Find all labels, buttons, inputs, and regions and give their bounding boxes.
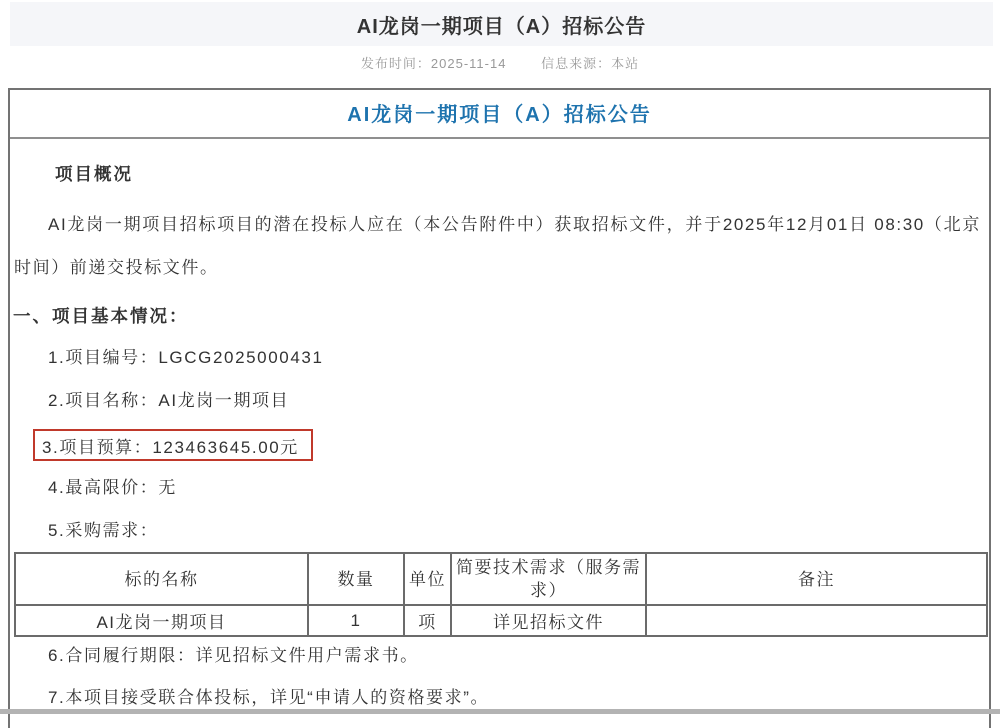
info-source (541, 53, 639, 72)
col-header-unit: 单位 (404, 553, 451, 605)
item-procurement-demand: 5.采购需求： (48, 521, 159, 540)
item-contract-period: 6.合同履行期限：详见招标文件用户需求书。 (48, 646, 419, 665)
item-max-price: 4.最高限价：无 (48, 478, 177, 497)
col-header-remark: 备注 (646, 553, 987, 605)
table-header-row (15, 553, 987, 605)
publish-time-value: 2025-11-14 (430, 56, 507, 71)
cell-remark (646, 605, 987, 636)
col-header-quantity: 数量 (308, 553, 404, 605)
item-consortium-bidding: 7.本项目接受联合体投标，详见“申请人的资格要求”。 (48, 688, 490, 707)
table-row (15, 605, 987, 636)
item-project-number: 1.项目编号：LGCG2025000431 (48, 348, 324, 367)
cell-subject-name: AI龙岗一期项目 (15, 605, 308, 636)
item-project-budget: 3.项目预算：123463645.00元 (42, 437, 299, 457)
section-heading-basic-info: 一、项目基本情况： (13, 306, 189, 326)
bottom-edge-strip (0, 709, 1000, 714)
publish-time (361, 53, 507, 72)
announcement-title: AI龙岗一期项目（A）招标公告 (347, 104, 652, 126)
info-source-label: 信息来源： (541, 56, 612, 71)
cell-unit: 项 (404, 605, 451, 636)
col-header-subject-name: 标的名称 (15, 553, 308, 605)
cell-tech-requirement: 详见招标文件 (451, 605, 646, 636)
page-title: AI龙岗一期项目（A）招标公告 (356, 15, 647, 38)
cell-quantity: 1 (308, 605, 404, 636)
procurement-table (14, 552, 988, 637)
announcement-box (8, 88, 991, 728)
title-divider (10, 137, 989, 139)
overview-paragraph: AI龙岗一期项目招标项目的潜在投标人应在（本公告附件中）获取招标文件，并于2025年12月01日 08:30（北京时间）前递交投标文件。 (14, 215, 981, 277)
page-header-band (10, 2, 993, 46)
publish-time-label: 发布时间： (360, 56, 431, 71)
overview-heading: 项目概况 (55, 164, 133, 184)
publish-meta-line (0, 53, 1000, 72)
item-project-name: 2.项目名称：AI龙岗一期项目 (48, 391, 290, 410)
budget-highlight-box (33, 429, 313, 461)
info-source-value: 本站 (611, 56, 640, 71)
col-header-tech-requirement: 简要技术需求（服务需求） (451, 553, 646, 605)
